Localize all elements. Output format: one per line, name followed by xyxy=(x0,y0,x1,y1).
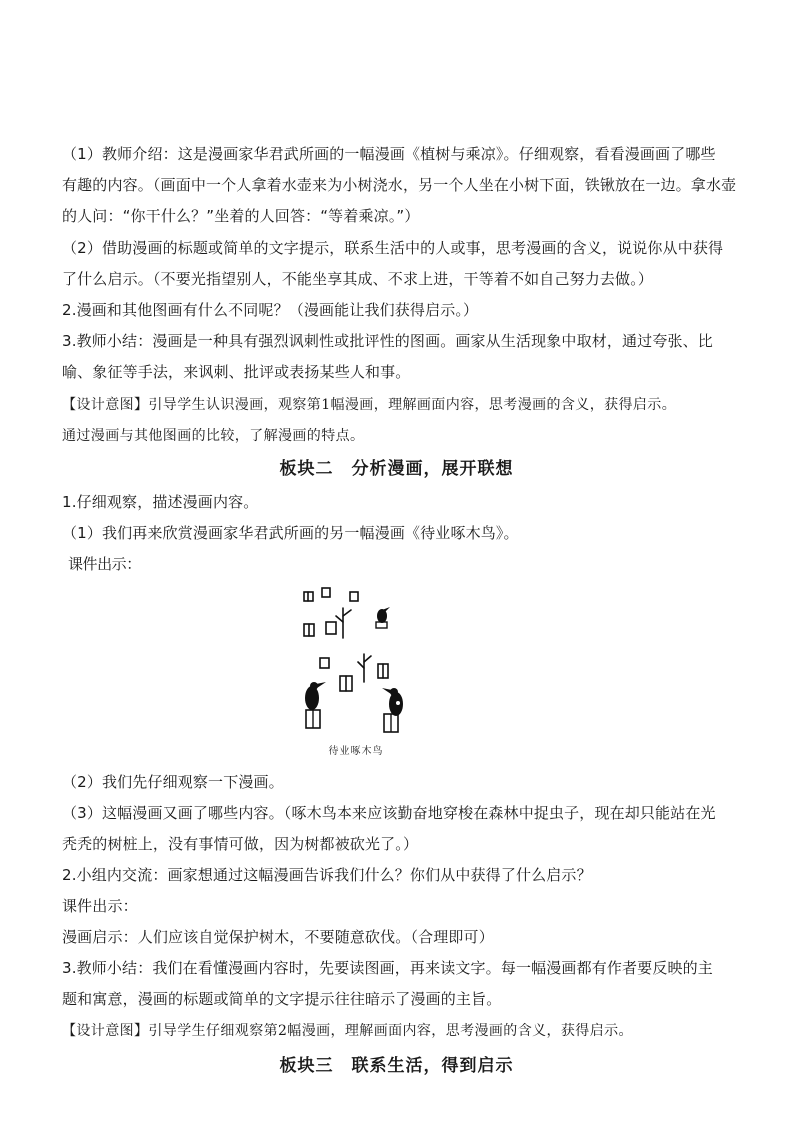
paragraph-line: 了什么启示。（不要光指望别人，不能坐享其成、不求上进，干等着不如自己努力去做。） xyxy=(62,270,654,288)
woodpecker-icon xyxy=(305,682,326,728)
paragraph-line: 2.小组内交流：画家想通过这幅漫画告诉我们什么？你们从中获得了什么启示？ xyxy=(62,866,592,884)
paragraph-line: 课件出示： xyxy=(62,897,138,915)
stump-icon xyxy=(326,622,336,634)
paragraph-line: 3.教师小结：漫画是一种具有强烈讽刺性或批评性的图画。画家从生活现象中取材，通过夸张、比 xyxy=(62,332,713,350)
stump-icon xyxy=(304,624,314,636)
stump-icon xyxy=(350,592,358,601)
section-heading-2: 板块二 分析漫画，展开联想 xyxy=(279,459,514,479)
stump-icon xyxy=(304,592,313,601)
paragraph-line: 题和寓意，漫画的标题或简单的文字提示往往暗示了漫画的主旨。 xyxy=(62,990,502,1008)
branch-icon xyxy=(336,608,351,638)
paragraph-line: （1）我们再来欣赏漫画家华君武所画的另一幅漫画《待业啄木鸟》。 xyxy=(62,524,519,542)
paragraph-line: 3.教师小结：我们在看懂漫画内容时，先要读图画，再来读文字。每一幅漫画都有作者要反映的主 xyxy=(62,959,713,977)
paragraph-line: 2.漫画和其他图画有什么不同呢？（漫画能让我们获得启示。） xyxy=(62,301,479,319)
paragraph-line: 漫画启示：人们应该自觉保护树木，不要随意砍伐。（合理即可） xyxy=(62,928,494,946)
paragraph-line: 课件出示： xyxy=(68,555,141,573)
branch-icon xyxy=(358,654,371,682)
woodpecker-icon xyxy=(376,607,390,628)
paragraph-line: 有趣的内容。（画面中一个人拿着水壶来为小树浇水，另一个人坐在小树下面，铁锹放在一边。拿水壶 xyxy=(62,176,737,194)
paragraph-line: 秃秃的树桩上，没有事情可做，因为树都被砍光了。） xyxy=(62,835,419,853)
section-heading-3: 板块三 联系生活，得到启示 xyxy=(279,1056,514,1076)
woodpecker-icon xyxy=(382,688,403,732)
paragraph-line: （2）我们先仔细观察一下漫画。 xyxy=(62,773,284,791)
figure-caption: 待业啄木鸟 xyxy=(328,746,384,757)
paragraph-line: （2）借助漫画的标题或简单的文字提示，联系生活中的人或事，思考漫画的含义，说说你从中获得 xyxy=(62,239,724,257)
stump-icon xyxy=(322,588,330,597)
design-intent-line: 【设计意图】引导学生认识漫画，观察第1幅漫画，理解画面内容，思考漫画的含义，获得启示。 xyxy=(62,397,677,413)
design-intent-line: 通过漫画与其他图画的比较，了解漫画的特点。 xyxy=(62,428,365,444)
paragraph-line: （1）教师介绍：这是漫画家华君武所画的一幅漫画《植树与乘凉》。仔细观察，看看漫画画了哪些 xyxy=(62,145,716,163)
paragraph-line: 的人问：“你干什么？”坐着的人回答：“等着乘凉。”） xyxy=(62,207,420,225)
cartoon-drawing xyxy=(296,586,416,742)
cartoon-figure xyxy=(296,586,416,758)
stump-icon xyxy=(320,658,329,668)
stump-icon xyxy=(340,676,352,691)
design-intent-line: 【设计意图】引导学生仔细观察第2幅漫画，理解画面内容，思考漫画的含义，获得启示。 xyxy=(62,1023,633,1039)
stump-icon xyxy=(378,664,388,678)
paragraph-line: 喻、象征等手法，来讽刺、批评或表扬某些人和事。 xyxy=(62,363,411,381)
paragraph-line: （3）这幅漫画又画了哪些内容。（啄木鸟本来应该勤奋地穿梭在森林中捉虫子，现在却只能站在光 xyxy=(62,804,716,822)
paragraph-line: 1.仔细观察，描述漫画内容。 xyxy=(62,493,259,511)
